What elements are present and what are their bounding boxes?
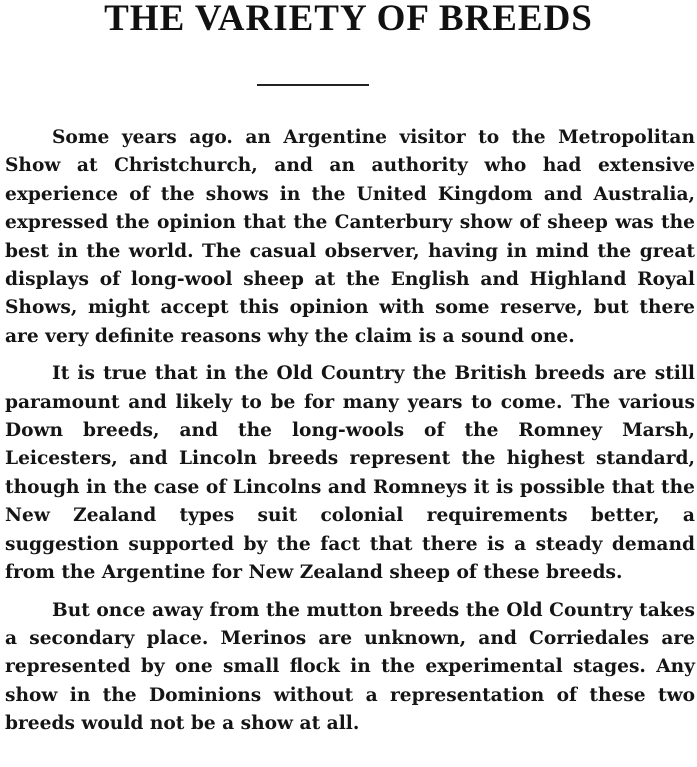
paragraph-1: Some years ago. an Argentine visitor to the Metropolitan Show at Christchurch, and an authority who had extensive experience of the shows in the United Kingdom and Australia, expressed the opinion that the Canterbury show of sheep was the best in the world. The casual observer, having in mind the great displays of long-wool sheep at the English and Highland Royal Shows, might accept this opinion with some reserve, but there are very definite reasons why the claim is a sound one. <box>5 127 695 347</box>
paragraph-2: It is true that in the Old Country the British breeds are still paramount and likely to be for many years to come. The various Down breeds, and the long-wools of the Romney Marsh, Leicesters, and Lincoln breeds represent the highest standard, though in the case of Lincolns and Romneys it is possible that the New Zealand types suit colonial requirements better, a suggestion supported by the fact that there is a steady demand from the Argentine for New Zealand sheep of these breeds. <box>5 363 695 584</box>
title-divider <box>257 84 369 86</box>
article-title: THE VARIETY OF BREEDS <box>104 0 593 39</box>
paragraph-3: But once away from the mutton breeds the Old Country takes a secondary place. Merinos are unknown, and Corriedales are represented by one small flock in the experimental stages. Any show in the Dominions without a representation of these two breeds would not be a show at all. <box>5 599 695 735</box>
article-body <box>5 124 695 748</box>
